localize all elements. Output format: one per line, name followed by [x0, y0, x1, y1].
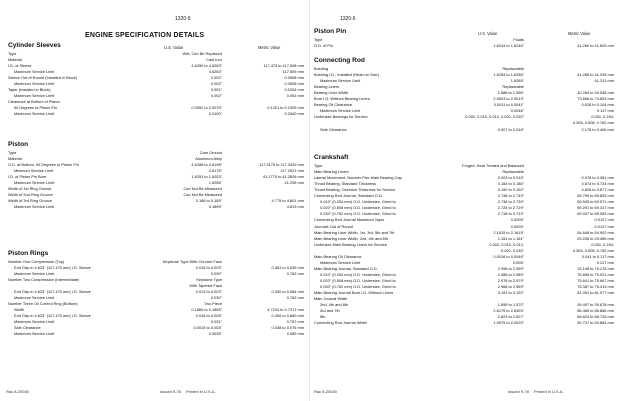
spec-metric-value: 0.051 mm	[286, 93, 304, 98]
spec-label: Side Clearance	[320, 126, 347, 132]
right-page	[310, 0, 620, 401]
spec-label: Main Bearing Journal Bore I.D. Without Liners	[314, 290, 394, 296]
spec-label: 0.010" (0.254 mm) O.D. Undersize, Grind to	[320, 199, 396, 205]
spec-us-value: Replaceable	[502, 169, 524, 175]
section-heading: Connecting Rod	[314, 57, 365, 64]
spec-metric-value: 0.406 to 0.660 mm	[271, 313, 304, 318]
spec-us-value: Two Piece	[204, 301, 222, 306]
spec-us-value: 2.998 to 2.999"	[497, 265, 524, 271]
spec-metric-value: 66.485 to 66.866 mm	[577, 308, 614, 314]
spec-us-value: 0.0052 to 0.0075"	[191, 105, 222, 110]
spec-label: Side Clearance	[14, 325, 41, 330]
spec-label: Journals Out of Round	[314, 223, 353, 229]
spec-row	[310, 127, 620, 133]
spec-us-value: 0.002"	[210, 75, 222, 80]
spec-us-value: 2.978 to 2.979"	[497, 277, 524, 283]
spec-us-value: Replaceable	[502, 66, 524, 71]
spec-metric-value: 41.2775 to 41.2826 mm	[262, 174, 304, 179]
spec-us-value: 0.003 to 0.015"	[497, 175, 524, 181]
spec-label: Number Two Compression (Intermediate)	[8, 277, 80, 282]
spec-metric-value: 0.051, 0.254,	[591, 241, 614, 247]
spec-us-value: 4.6178"	[208, 168, 222, 173]
spec-us-value: 0.1860 to 0.1865"	[191, 307, 222, 312]
spec-us-value: 4.6250 to 4.6263"	[191, 63, 222, 68]
spec-label: Main Bearing Journal, Standard O.D.	[314, 265, 378, 271]
spec-metric-value: 66.624 to 66.726 mm	[577, 314, 614, 320]
spec-metric-value: 117.509 mm	[282, 69, 304, 74]
spec-label: Type	[314, 37, 323, 42]
spec-metric-value: 81.051 to 81.077 mm	[577, 290, 614, 296]
spec-metric-value: 0.762 mm	[286, 271, 304, 276]
spec-label: Bushing I.D., Installed (Ream to Size)	[314, 72, 379, 78]
spec-metric-value: 0.0127 mm	[594, 217, 614, 223]
spec-metric-value: 69.799 to 69.825 mm	[577, 193, 614, 199]
spec-metric-value: 40.284 to 40.538 mm	[577, 90, 614, 96]
spec-label: Width of 1st Ring Groove	[8, 186, 52, 191]
spec-row	[0, 111, 310, 117]
spec-metric-value: 0.305, 0.508, 0.762 mm	[572, 120, 614, 126]
spec-us-value: 2.9003 to 2.9013"	[493, 96, 524, 102]
spec-us-value: 0.030"	[210, 295, 222, 300]
spec-label: Taper (Installed in Block)	[8, 87, 51, 92]
spec-us-value: 1.6251 to 1.6253"	[191, 174, 222, 179]
spec-us-value: 0.001"	[210, 87, 222, 92]
section-heading: Piston	[8, 141, 29, 148]
spec-us-value: 0.007 to 0.016"	[497, 126, 524, 132]
spec-metric-value: 41.313 mm	[594, 78, 614, 84]
spec-metric-value: 4.813 mm	[286, 204, 304, 209]
spec-label: I.D. of Sleeve	[8, 63, 32, 68]
spec-us-value: 1.586 to 1.596"	[497, 90, 524, 96]
spec-label: Sleeve Out of Round (Installed in Block)	[8, 75, 77, 80]
spec-label: Maximum Service Limit	[14, 111, 55, 116]
spec-label: I.D. of Piston Pin Bore	[8, 174, 47, 179]
spec-metric-value: 4.826 to 4.877 mm	[581, 187, 614, 193]
spec-label: Main Journal Width	[314, 296, 348, 302]
spec-label: Type	[314, 163, 323, 168]
spec-metric-value: 0.0508 mm	[284, 75, 304, 80]
spec-row	[0, 204, 310, 210]
spec-metric-value: 0.041 to 0.117 mm	[581, 253, 614, 259]
spec-metric-value: 29.235 to 29.489 mm	[577, 235, 614, 241]
spec-us-value: 1.151 to 1.161"	[497, 235, 524, 241]
spec-label: O.D. at Bottom, 90 Degrees to Piston Pin	[8, 162, 79, 167]
spec-metric-value: 0.330 to 0.584 mm	[271, 289, 304, 294]
spec-us-value: 0.002"	[210, 93, 222, 98]
spec-us-value: 0.0035"	[208, 331, 222, 336]
spec-label: Thrust Bearing, Oversize Thickness for Service	[314, 187, 396, 193]
spec-metric-value: 0.076 to 0.381 mm	[581, 175, 614, 181]
spec-us-value: 0.184 to 0.186"	[497, 181, 524, 187]
spec-us-value: 0.0100"	[208, 111, 222, 116]
spec-row	[310, 320, 620, 326]
spec-label: Maximum Service Limit	[320, 108, 361, 114]
spec-metric-value: 76.148 to 76.175 mm	[577, 265, 614, 271]
page-number: 1320-6	[340, 16, 356, 22]
spec-label: Maximum Service Limit	[14, 331, 55, 336]
spec-metric-value: 0.787 mm	[286, 319, 304, 324]
spec-metric-value: 41.260 to 41.625 mm	[577, 43, 614, 49]
footer-doc-number: Rac 8-20040	[6, 389, 29, 394]
spec-metric-value: 0.089 mm	[286, 331, 304, 336]
spec-us-value: 2.623 to 2.627"	[497, 314, 524, 320]
spec-metric-value: 0.1321 to 0.1905 mm	[267, 105, 304, 110]
spec-label: 0.020" (0.508 mm) O.D. Undersize, Grind to	[320, 205, 396, 211]
spec-label: Thrust Bearing, Standard Thickness	[314, 181, 376, 187]
spec-metric-value: 0.381 to 0.635 mm	[271, 265, 304, 270]
spec-label: O.D. of Pin	[314, 43, 334, 49]
spec-label: Maximum Service Limit	[14, 295, 55, 300]
spec-us-value: Cast Iron	[206, 57, 222, 62]
spec-metric-value: 0.028 to 0.104 mm	[581, 102, 614, 108]
spec-label: Maximum Service Limit	[320, 259, 361, 265]
spec-metric-value: 54.648 to 54.902 mm	[577, 229, 614, 235]
spec-us-value: Wet, Can Be Replaced	[182, 51, 222, 56]
spec-us-value: 2.738 to 2.739"	[497, 199, 524, 205]
spec-label: 0.030" (0.762 mm) O.D. Undersize, Grind to	[320, 211, 396, 217]
spec-metric-value: 75.387 to 75.413 mm	[577, 284, 614, 289]
spec-label: End Gap in 4.625" (117.475 mm) I.D. Sleeve	[14, 289, 91, 294]
spec-us-value: 0.0005"	[510, 217, 524, 223]
spec-us-value: 0.0011 to 0.0041"	[493, 102, 524, 108]
page-number: 1320-5	[175, 16, 191, 22]
spec-metric-value: 4.775 to 4.801 mm	[271, 198, 304, 203]
spec-label: Maximum Service Limit	[14, 69, 55, 74]
spec-metric-value: 0.0254 mm	[284, 87, 304, 92]
spec-us-value: 0.016 to 0.026"	[195, 313, 222, 318]
spec-label: Main Bearing Liners	[314, 169, 349, 175]
spec-us-value: 2.968 to 2.969"	[497, 284, 524, 289]
spec-label: Connecting Rod Journal, Standard O.D.	[314, 193, 383, 199]
spec-label: Connecting Rod Journal Width	[314, 320, 367, 326]
spec-metric-value: 0.178 to 0.406 mm	[581, 126, 614, 132]
spec-label: Type	[8, 150, 17, 155]
spec-metric-value: 50.737 to 50.864 mm	[577, 320, 614, 326]
spec-metric-value: 69.291 to 69.317 mm	[577, 205, 614, 211]
spec-us-value: 1.6244 to 1.6246"	[493, 43, 524, 49]
spec-us-value: 4.6263"	[208, 69, 222, 74]
spec-us-value: 0.0015 to 0.003"	[193, 325, 222, 330]
spec-us-value: Replaceable	[502, 84, 524, 90]
spec-us-value: 1.6258"	[208, 180, 222, 185]
spec-label: Maximum Service Limit	[14, 319, 55, 324]
spec-us-value: Aluminum Alloy	[195, 156, 222, 161]
spec-us-value: 2.718 to 2.719"	[497, 211, 524, 217]
column-header-metric: Metric Value	[568, 31, 591, 36]
spec-us-value: 0.190 to 0.192"	[497, 187, 524, 193]
spec-us-value: 2.6175 to 2.6325"	[493, 308, 524, 314]
spec-label: Bearing Oil Clearance	[314, 102, 353, 108]
footer-issued: Issued 9-78	[160, 389, 181, 394]
spec-label: Material	[8, 57, 22, 62]
spec-label: 5th	[320, 314, 326, 320]
spec-label: Material	[8, 156, 22, 161]
spec-us-value: 0.015 to 0.025"	[195, 265, 222, 270]
spec-us-value: 1.6254 to 1.6258"	[493, 72, 524, 78]
spec-metric-value: 0.038 to 0.076 mm	[271, 325, 304, 330]
spec-metric-value: 75.895 to 75.921 mm	[577, 271, 614, 277]
spec-metric-value: 0.2540 mm	[284, 111, 304, 116]
spec-label: Maximum Service Limit	[14, 81, 55, 86]
spec-label: 0.010" (0.254 mm) O.D. Undersize, Grind to	[320, 271, 396, 277]
spec-us-value: Can Not Be Measured	[183, 186, 222, 191]
spec-label: Maximum Service Limit	[320, 78, 361, 84]
spec-label: Bore I.D. Without Bearing Liners	[314, 96, 370, 102]
footer-issued: Issued 9-78	[508, 389, 529, 394]
spec-label: Number One Compression (Top)	[8, 259, 65, 264]
spec-metric-value: 0.762 mm	[286, 295, 304, 300]
spec-label: Clearance at Bottom of Piston,	[8, 99, 61, 104]
spec-us-value: Can Not Be Measured	[183, 192, 222, 197]
spec-metric-value: 0.0127 mm	[594, 223, 614, 229]
section-heading: Piston Rings	[8, 250, 49, 257]
spec-label: Maximum Service Limit	[14, 271, 55, 276]
spec-label: Width of 3rd Ring Groove	[8, 198, 52, 203]
spec-us-value: 0.0016 to 0.0046"	[493, 253, 524, 259]
spec-label: Width of 2nd Ring Groove	[8, 192, 53, 197]
spec-metric-value: 39.497 to 39.878 mm	[577, 302, 614, 308]
footer-printed: Printed in U.S.A.	[534, 389, 564, 394]
spec-us-value: Keystone Type With Chrome Face	[162, 259, 222, 264]
spec-label: End Gap in 4.625" (117.475 mm) I.D. Sleeve	[14, 313, 91, 318]
spec-label: 90 Degrees to Piston Pin	[14, 105, 58, 110]
page-title: ENGINE SPECIFICATION DETAILS	[85, 32, 205, 39]
footer-doc-number: Rac 8-20040	[314, 389, 337, 394]
spec-us-value: 0.030"	[210, 271, 222, 276]
section-heading: Crankshaft	[314, 154, 349, 161]
spec-label: Undersize Bearings for Service	[314, 114, 368, 120]
spec-us-value: 0.188 to 0.189"	[195, 198, 222, 203]
spec-label: Maximum Service Limit	[14, 204, 55, 209]
spec-label: Width	[14, 307, 24, 312]
spec-label: Main Bearing Liner Width, 2nd, 4th and 6th	[314, 235, 388, 241]
column-header-metric: Metric Value	[258, 45, 281, 50]
spec-us-value: 2.748 to 2.749"	[497, 193, 524, 199]
spec-us-value: With Tapered Face	[189, 283, 222, 288]
spec-label: Main Bearing Liner Width, 1st, 3rd, 5th and 7th	[314, 229, 395, 235]
spec-metric-value: 73.668 to 73.693 mm	[577, 96, 614, 102]
spec-label: Maximum Service Limit	[14, 180, 55, 185]
spec-metric-value: 4.674 to 4.724 mm	[581, 181, 614, 187]
spec-label: Bushing	[314, 66, 329, 71]
spec-label: 0.030" (0.762 mm) O.D. Undersize, Grind to	[320, 284, 396, 289]
spec-us-value: 0.1895"	[208, 204, 222, 209]
spec-metric-value: 69.037 to 69.063 mm	[577, 211, 614, 217]
spec-label: 3rd and 7th	[320, 308, 340, 314]
section-heading: Piston Pin	[314, 28, 347, 35]
spec-metric-value: 117.2921 mm	[280, 168, 304, 173]
spec-label: Bearing Liners	[314, 84, 340, 90]
spec-us-value: 2.1515 to 2.1615"	[493, 229, 524, 235]
spec-label: End Gap in 4.625" (117.475 mm) I.D. Sleeve	[14, 265, 91, 270]
spec-label: Type	[8, 51, 17, 56]
spec-metric-value: 4.7244 to 4.7371 mm	[267, 307, 304, 312]
spec-us-value: 0.002, 0.010, 0.012,	[489, 241, 524, 247]
spec-us-value: 0.0005"	[510, 223, 524, 229]
column-header-us: U.S. Value	[478, 31, 498, 36]
spec-us-value: 2.728 to 2.729"	[497, 205, 524, 211]
spec-label: 2nd, 4th and 6th	[320, 302, 349, 308]
section-heading: Cylinder Sleeves	[8, 42, 61, 49]
spec-us-value: 0.031"	[210, 319, 222, 324]
spec-us-value: Cam Ground	[199, 150, 222, 155]
spec-metric-value: 41.295 mm	[284, 180, 304, 185]
spec-us-value: 0.002, 0.010, 0.012, 0.020, 0.030"	[465, 114, 524, 120]
spec-us-value: 0.013 to 0.023"	[195, 289, 222, 294]
spec-metric-value: 75.641 to 75.667 mm	[577, 277, 614, 283]
spec-us-value: Forged, Heat Treated and Balanced	[462, 163, 524, 168]
spec-label: Bearing Liner Width	[314, 90, 349, 96]
spec-metric-value: 0.305, 0.508, 0.762 mm	[572, 247, 614, 253]
spec-label: Number Three Oil Control Ring (Bottom)	[8, 301, 78, 306]
spec-us-value: Floats	[513, 37, 524, 42]
spec-metric-value: 117.475 to 117.508 mm	[263, 63, 304, 68]
spec-metric-value: 0.117 mm	[596, 108, 614, 114]
spec-row	[0, 331, 310, 337]
spec-metric-value: 0.127 mm	[596, 259, 614, 265]
spec-us-value: 0.005"	[512, 259, 524, 265]
spec-us-value: 1.555 to 1.570"	[497, 302, 524, 308]
spec-label: Lateral Movement, Number Five Main Bearing Cap	[314, 175, 402, 181]
spec-label: Maximum Service Limit	[14, 93, 55, 98]
spec-us-value: 0.020, 0.030"	[500, 247, 524, 253]
spec-label: Connecting Rod Journal Maximum Taper	[314, 217, 385, 223]
spec-us-value: 0.0046"	[510, 108, 524, 114]
spec-label: Minimum Service Limit	[14, 168, 54, 173]
column-header-us: U.S. Value	[164, 45, 184, 50]
spec-us-value: 0.002"	[210, 81, 222, 86]
spec-metric-value: 69.545 to 69.571 mm	[577, 199, 614, 205]
spec-row	[310, 43, 620, 49]
spec-us-value: 1.6265"	[510, 78, 524, 84]
spec-us-value: 4.6188 to 4.6198"	[191, 162, 222, 167]
spec-us-value: 1.9975 to 2.0025"	[493, 320, 524, 326]
spec-metric-value: 41.285 to 41.295 mm	[577, 72, 614, 78]
spec-us-value: 2.988 to 2.989"	[497, 271, 524, 277]
spec-metric-value: 0.0508 mm	[284, 81, 304, 86]
spec-label: Undersize Main Bearing Liners for Service	[314, 241, 387, 247]
spec-metric-value: 0.051, 0.254,	[591, 114, 614, 120]
spec-label: Main Bearing Oil Clearance	[314, 253, 362, 259]
spec-us-value: 3.191 to 3.192"	[497, 290, 524, 296]
spec-us-value: Keystone Type	[196, 277, 222, 282]
footer-printed: Printed in U.S.A.	[186, 389, 216, 394]
spec-metric-value: 117.3175 to 117.3429 mm	[259, 162, 304, 167]
spec-label: 0.020" (0.508 mm) O.D. Undersize, Grind to	[320, 277, 396, 283]
